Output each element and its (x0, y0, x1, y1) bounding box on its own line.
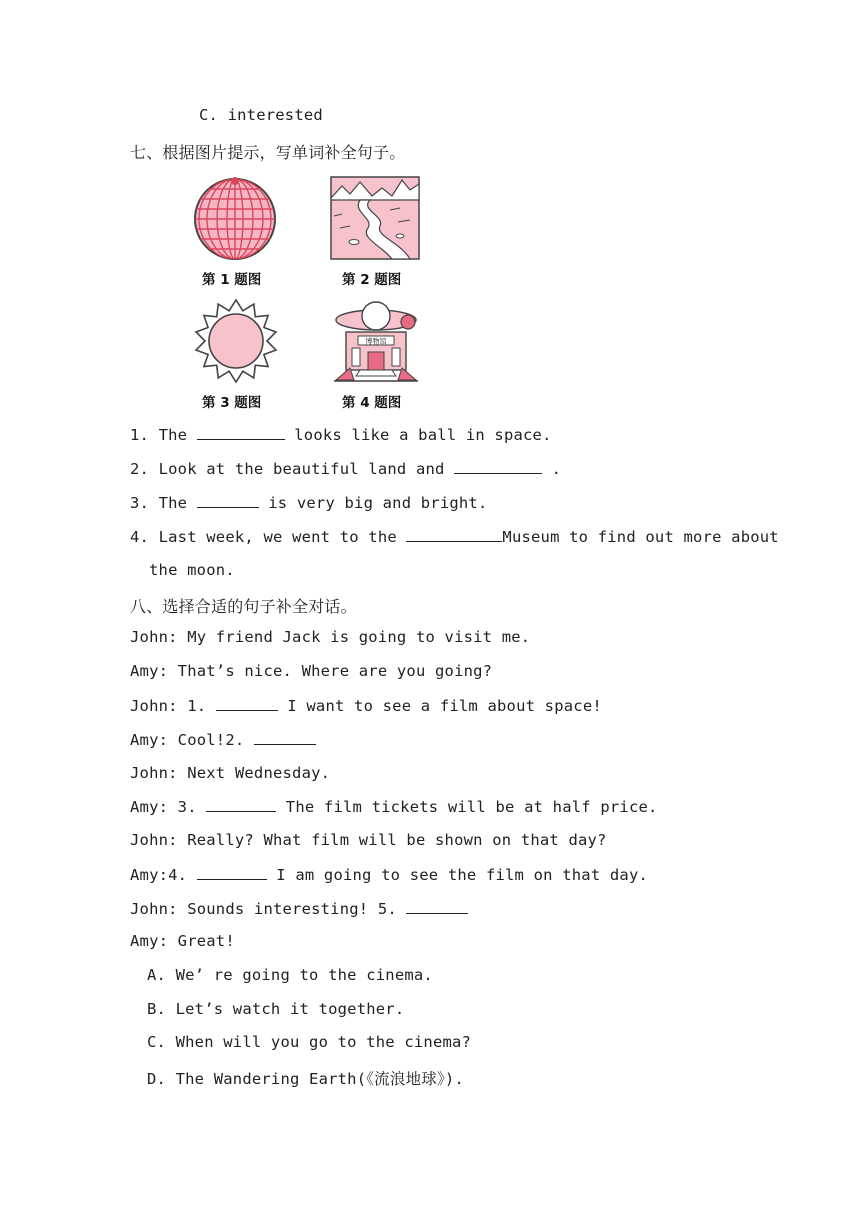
s7-item-3: 3. The is very big and bright. (130, 494, 488, 512)
dialogue-line: Amy: 3. The film tickets will be at half price. (130, 798, 658, 816)
previous-option-c: C. interested (199, 106, 323, 124)
caption-figure-3: 第 3 题图 (202, 395, 262, 411)
dialogue-line: Amy: Cool!2. (130, 730, 316, 749)
answer-blank[interactable] (197, 493, 259, 508)
dialogue-line: Amy:4. I am going to see the film on that day. (130, 866, 649, 884)
caption-figure-1: 第 1 题图 (202, 272, 262, 288)
globe-figure (190, 174, 280, 264)
museum-sign-text: 博物馆 (365, 337, 387, 346)
answer-blank[interactable] (197, 425, 285, 440)
dialogue-line: Amy: That’s nice. Where are you going? (130, 662, 493, 680)
caption-figure-2: 第 2 题图 (342, 272, 402, 288)
answer-blank[interactable] (406, 899, 468, 914)
answer-blank[interactable] (454, 459, 542, 474)
s7-item-2: 2. Look at the beautiful land and . (130, 460, 562, 478)
river-land-figure (330, 176, 420, 260)
section-7-heading: 七、根据图片提示，写单词补全句子。 (130, 143, 406, 162)
answer-blank[interactable] (216, 696, 278, 711)
dialogue-line: John: My friend Jack is going to visit me. (130, 628, 531, 646)
s7-item-1: 1. The looks like a ball in space. (130, 426, 552, 444)
answer-blank[interactable] (254, 730, 316, 745)
option-a: A. We’ re going to the cinema. (147, 966, 433, 984)
dialogue-line: John: Sounds interesting! 5. (130, 899, 468, 918)
option-c: C. When will you go to the cinema? (147, 1033, 472, 1051)
s7-item-4-continued: the moon. (149, 561, 235, 579)
answer-blank[interactable] (206, 797, 276, 812)
option-d: D. The Wandering Earth(《流浪地球》). (147, 1070, 464, 1088)
caption-figure-4: 第 4 题图 (342, 395, 402, 411)
option-b: B. Let’s watch it together. (147, 1000, 405, 1018)
section-8-heading: 八、选择合适的句子补全对话。 (130, 597, 357, 616)
sun-figure (192, 298, 280, 384)
dialogue-line: John: 1. I want to see a film about space! (130, 697, 602, 715)
dialogue-line: Amy: Great! (130, 932, 235, 950)
dialogue-line: John: Next Wednesday. (130, 764, 331, 782)
dialogue-line: John: Really? What film will be shown on that day? (130, 831, 607, 849)
answer-blank[interactable] (197, 865, 267, 880)
answer-blank[interactable] (406, 527, 502, 542)
s7-item-4: 4. Last week, we went to the Museum to find out more about (130, 528, 779, 546)
space-museum-figure (330, 296, 422, 384)
